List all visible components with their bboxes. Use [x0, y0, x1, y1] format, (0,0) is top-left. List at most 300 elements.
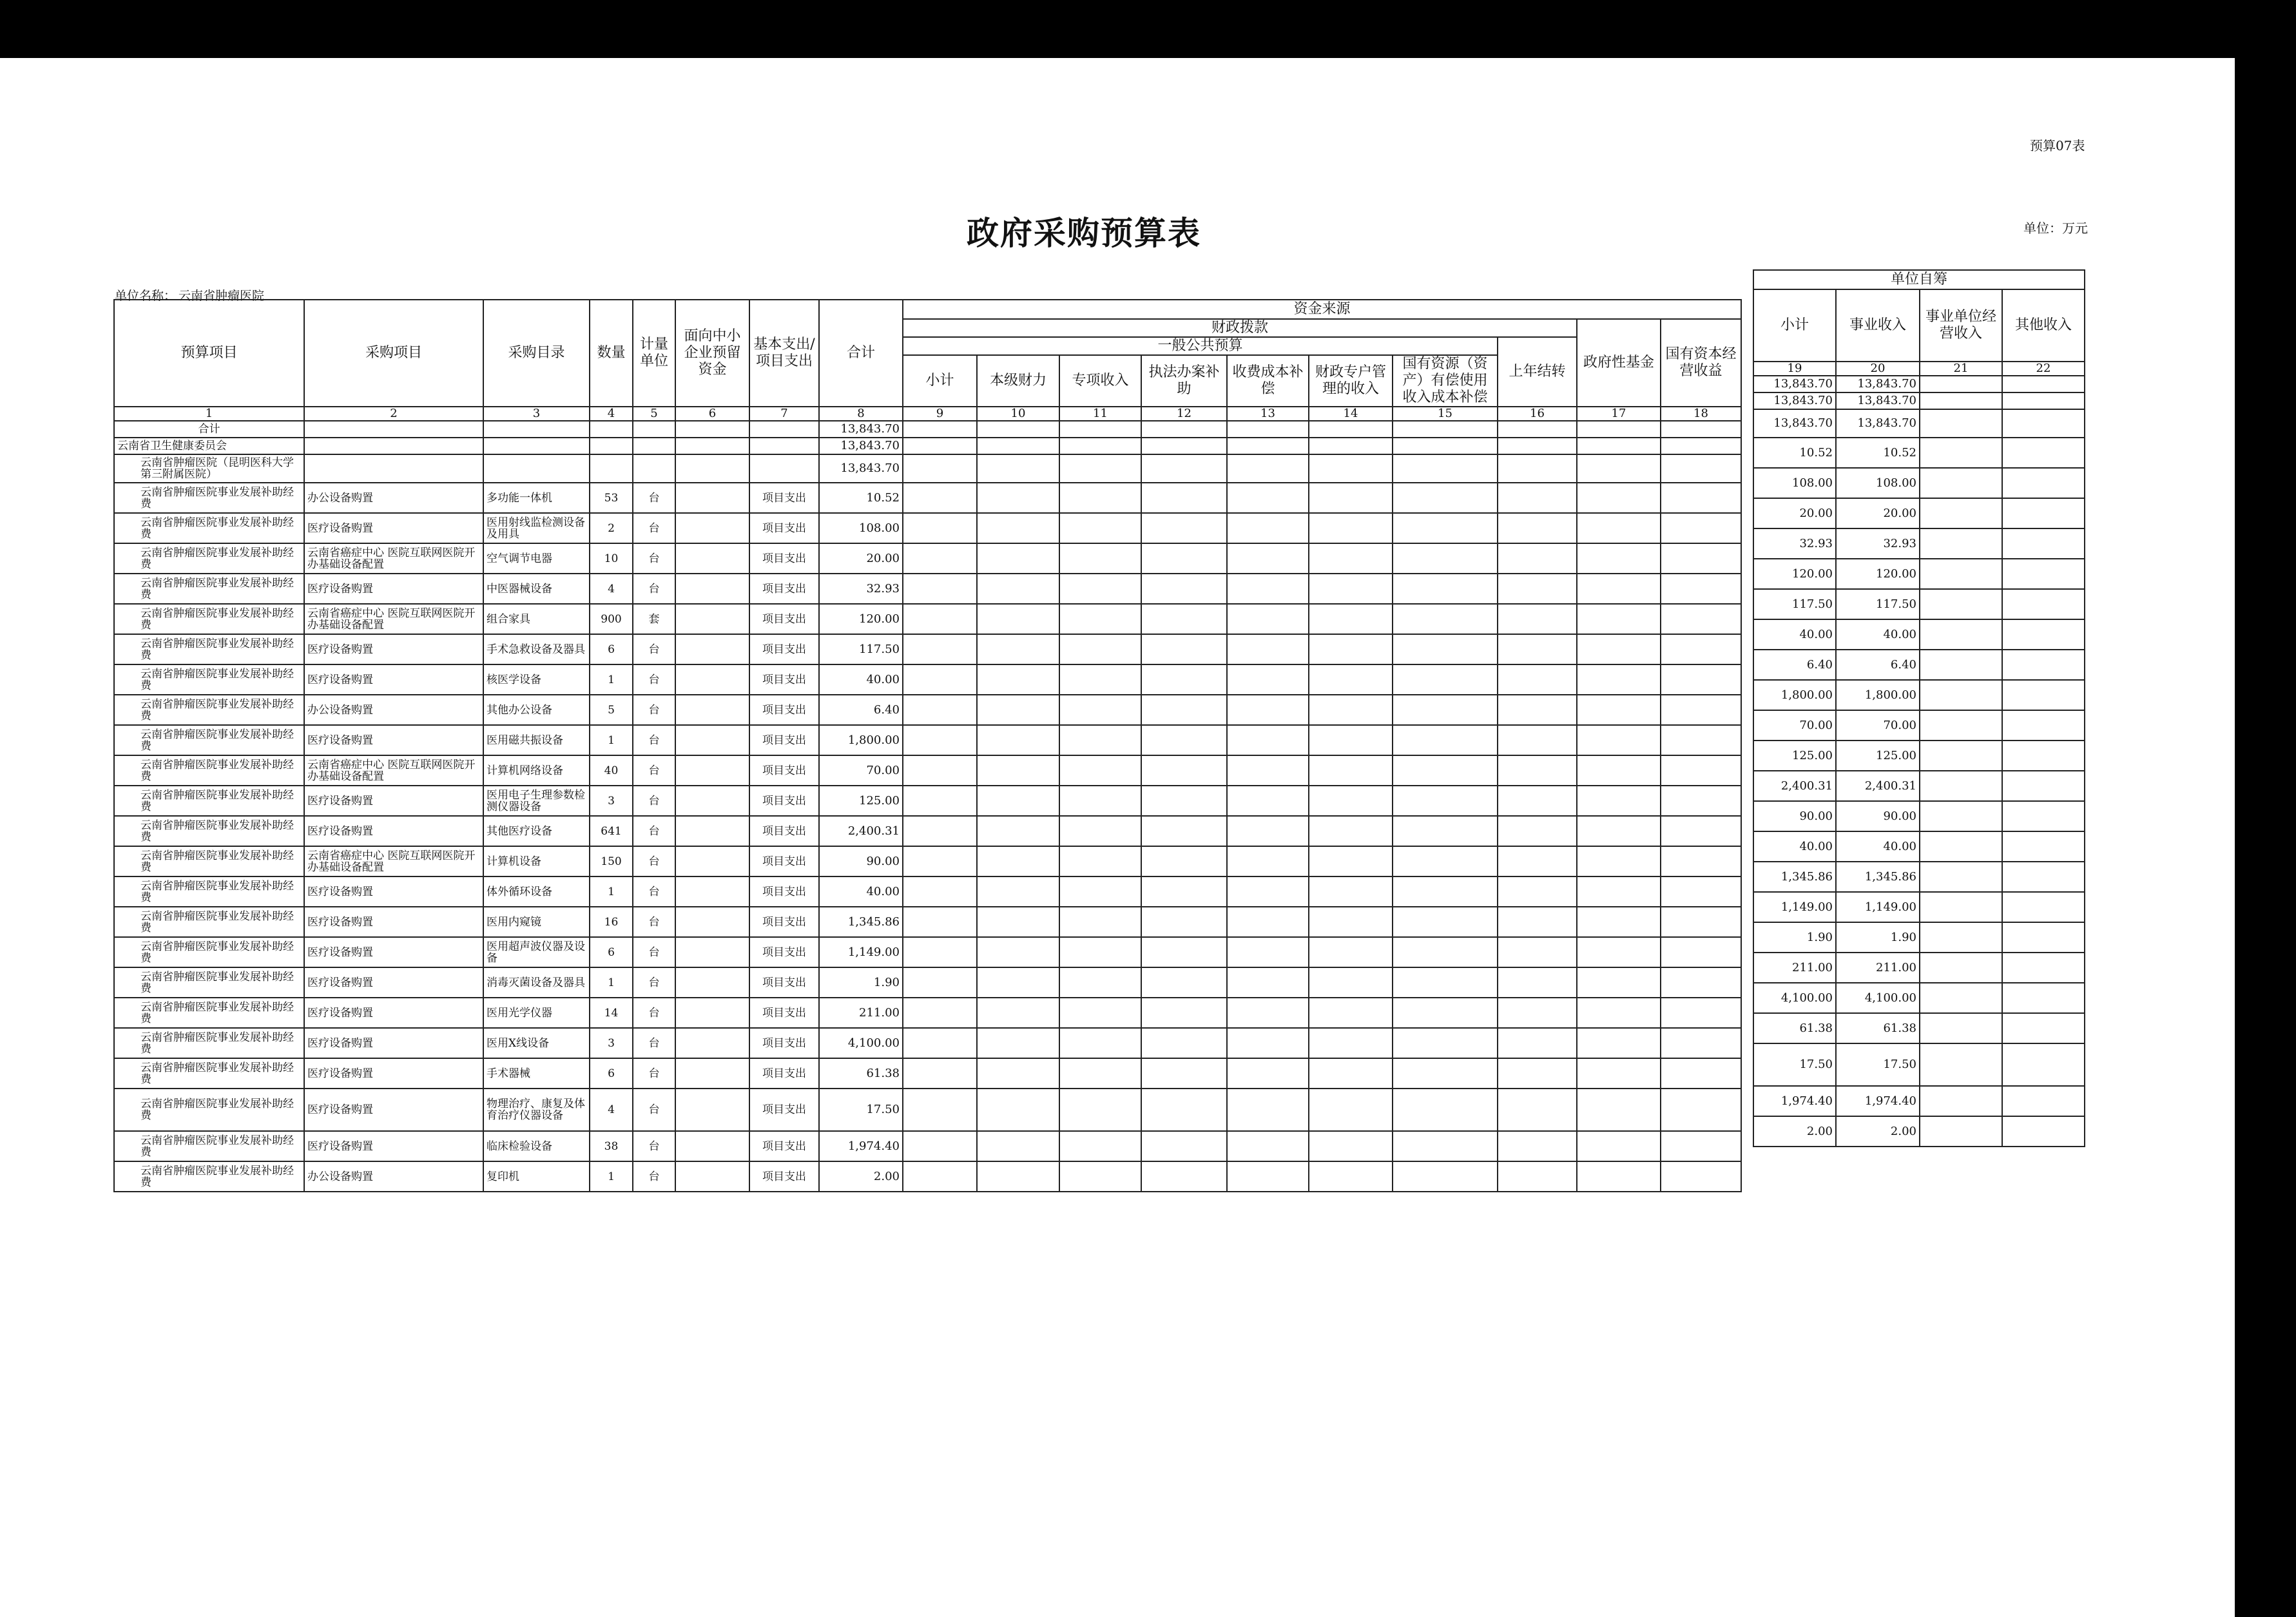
empty-cell	[1141, 998, 1227, 1028]
empty-cell	[1309, 1131, 1393, 1161]
empty-cell	[1309, 483, 1393, 513]
empty-cell	[1498, 543, 1577, 574]
header-self-subtotal: 小计	[1753, 289, 1836, 362]
empty-cell	[1227, 574, 1309, 604]
purchase-item-cell: 医疗设备购置	[304, 998, 483, 1028]
quantity-cell: 1	[590, 876, 633, 907]
empty-cell	[1141, 937, 1227, 967]
right-table-row	[1753, 892, 2085, 922]
empty-cell	[675, 438, 749, 454]
empty-cell	[1661, 574, 1741, 604]
sme-cell	[675, 483, 749, 513]
catalog-cell: 临床检验设备	[483, 1131, 590, 1161]
empty-cell	[1309, 998, 1393, 1028]
sme-cell	[675, 1161, 749, 1192]
empty-cell	[2002, 409, 2085, 438]
unit-label: 单位：万元	[2023, 220, 2088, 236]
empty-cell	[1059, 967, 1141, 998]
empty-cell	[1920, 1013, 2002, 1043]
empty-cell	[903, 907, 977, 937]
quantity-cell: 10	[590, 543, 633, 574]
empty-cell	[903, 454, 977, 483]
total-cell: 108.00	[819, 513, 903, 543]
empty-cell	[1227, 998, 1309, 1028]
quantity-cell: 14	[590, 998, 633, 1028]
expense-type-cell: 项目支出	[749, 634, 819, 664]
catalog-cell: 医用磁共振设备	[483, 725, 590, 755]
expense-type-cell: 项目支出	[749, 483, 819, 513]
sme-cell	[675, 725, 749, 755]
empty-cell	[1920, 862, 2002, 892]
sme-cell	[675, 876, 749, 907]
right-table-row	[1753, 741, 2085, 771]
summary-label: 云南省肿瘤医院（昆明医科大学第三附属医院）	[114, 454, 304, 483]
empty-cell	[1309, 513, 1393, 543]
right-table-row	[1753, 922, 2085, 953]
total-cell: 2,400.31	[819, 816, 903, 846]
empty-cell	[903, 967, 977, 998]
summary-business-income: 13,843.70	[1836, 376, 1920, 392]
empty-cell	[749, 438, 819, 454]
empty-cell	[903, 483, 977, 513]
empty-cell	[1393, 483, 1498, 513]
catalog-cell: 医用光学仪器	[483, 998, 590, 1028]
total-cell: 17.50	[819, 1089, 903, 1131]
empty-cell	[2002, 831, 2085, 862]
sme-cell	[675, 543, 749, 574]
purchase-item-cell: 医疗设备购置	[304, 725, 483, 755]
business-income-cell: 1,345.86	[1836, 862, 1920, 892]
unit-cell: 台	[633, 907, 675, 937]
column-number: 18	[1661, 407, 1741, 421]
catalog-cell: 中医器械设备	[483, 574, 590, 604]
quantity-cell: 5	[590, 695, 633, 725]
table-row	[114, 513, 1741, 543]
column-number: 2	[304, 407, 483, 421]
column-number-row	[114, 407, 1741, 421]
quantity-cell: 641	[590, 816, 633, 846]
table-row	[114, 574, 1741, 604]
header-other-income: 其他收入	[2002, 289, 2085, 362]
unit-cell: 台	[633, 664, 675, 695]
quantity-cell: 4	[590, 574, 633, 604]
header-fee-cost: 收费成本补偿	[1227, 355, 1309, 407]
total-cell: 1.90	[819, 967, 903, 998]
empty-cell	[1920, 619, 2002, 650]
empty-cell	[1498, 421, 1577, 438]
empty-cell	[1059, 454, 1141, 483]
total-cell: 117.50	[819, 634, 903, 664]
empty-cell	[1920, 801, 2002, 831]
empty-cell	[1141, 846, 1227, 876]
empty-cell	[2002, 1086, 2085, 1116]
empty-cell	[1577, 1131, 1661, 1161]
purchase-item-cell: 医疗设备购置	[304, 816, 483, 846]
empty-cell	[1920, 983, 2002, 1013]
empty-cell	[1920, 771, 2002, 801]
quantity-cell: 1	[590, 664, 633, 695]
quantity-cell: 3	[590, 1028, 633, 1058]
purchase-item-cell: 办公设备购置	[304, 695, 483, 725]
empty-cell	[977, 421, 1059, 438]
empty-cell	[1227, 1058, 1309, 1089]
empty-cell	[1920, 528, 2002, 559]
column-number: 4	[590, 407, 633, 421]
empty-cell	[1498, 1131, 1577, 1161]
empty-cell	[977, 1089, 1059, 1131]
header-carryover: 上年结转	[1498, 337, 1577, 407]
empty-cell	[1393, 695, 1498, 725]
budget-item-cell: 云南省肿瘤医院事业发展补助经费	[114, 634, 304, 664]
right-summary-row	[1753, 376, 2085, 392]
empty-cell	[1393, 1131, 1498, 1161]
empty-cell	[977, 937, 1059, 967]
empty-cell	[1920, 1086, 2002, 1116]
business-income-cell: 40.00	[1836, 831, 1920, 862]
empty-cell	[1661, 725, 1741, 755]
expense-type-cell: 项目支出	[749, 755, 819, 786]
empty-cell	[1309, 1161, 1393, 1192]
purchase-item-cell: 医疗设备购置	[304, 1089, 483, 1131]
empty-cell	[2002, 922, 2085, 953]
empty-cell	[1393, 421, 1498, 438]
unit-cell: 台	[633, 634, 675, 664]
empty-cell	[1920, 892, 2002, 922]
empty-cell	[1141, 755, 1227, 786]
empty-cell	[2002, 680, 2085, 710]
quantity-cell: 40	[590, 755, 633, 786]
column-number: 15	[1393, 407, 1498, 421]
empty-cell	[1498, 786, 1577, 816]
empty-cell	[1577, 755, 1661, 786]
quantity-cell: 38	[590, 1131, 633, 1161]
empty-cell	[1141, 454, 1227, 483]
total-cell: 61.38	[819, 1058, 903, 1089]
purchase-item-cell: 医疗设备购置	[304, 574, 483, 604]
right-table-row	[1753, 619, 2085, 650]
sme-cell	[675, 907, 749, 937]
budget-item-cell: 云南省肿瘤医院事业发展补助经费	[114, 755, 304, 786]
empty-cell	[1393, 846, 1498, 876]
form-code: 预算07表	[2030, 138, 2085, 153]
empty-cell	[977, 1131, 1059, 1161]
business-income-cell: 117.50	[1836, 589, 1920, 619]
empty-cell	[1661, 1089, 1741, 1131]
column-number: 22	[2002, 362, 2085, 376]
self-subtotal-cell: 61.38	[1753, 1013, 1836, 1043]
empty-cell	[977, 634, 1059, 664]
empty-cell	[977, 725, 1059, 755]
empty-cell	[1498, 483, 1577, 513]
empty-cell	[1661, 816, 1741, 846]
budget-item-cell: 云南省肿瘤医院事业发展补助经费	[114, 483, 304, 513]
table-row	[114, 1161, 1741, 1192]
empty-cell	[977, 574, 1059, 604]
org-label: 单位名称：	[115, 289, 177, 303]
quantity-cell: 16	[590, 907, 633, 937]
empty-cell	[1577, 513, 1661, 543]
right-header-row-2	[1753, 289, 2085, 362]
expense-type-cell: 项目支出	[749, 998, 819, 1028]
quantity-cell: 53	[590, 483, 633, 513]
self-subtotal-cell: 90.00	[1753, 801, 1836, 831]
empty-cell	[1577, 634, 1661, 664]
header-budget-item: 预算项目	[114, 300, 304, 407]
total-cell: 120.00	[819, 604, 903, 634]
table-row	[114, 634, 1741, 664]
empty-cell	[633, 438, 675, 454]
empty-cell	[1141, 1028, 1227, 1058]
empty-cell	[749, 454, 819, 483]
right-table-row	[1753, 862, 2085, 892]
empty-cell	[2002, 559, 2085, 589]
empty-cell	[903, 1058, 977, 1089]
total-cell: 20.00	[819, 543, 903, 574]
empty-cell	[1059, 725, 1141, 755]
business-income-cell: 90.00	[1836, 801, 1920, 831]
column-number: 14	[1309, 407, 1393, 421]
empty-cell	[903, 513, 977, 543]
purchase-item-cell: 医疗设备购置	[304, 1028, 483, 1058]
empty-cell	[1498, 513, 1577, 543]
empty-cell	[1393, 725, 1498, 755]
empty-cell	[1920, 953, 2002, 983]
empty-cell	[1661, 907, 1741, 937]
right-table-row	[1753, 1013, 2085, 1043]
empty-cell	[1309, 421, 1393, 438]
self-subtotal-cell: 4,100.00	[1753, 983, 1836, 1013]
empty-cell	[1141, 604, 1227, 634]
column-number: 6	[675, 407, 749, 421]
column-number: 7	[749, 407, 819, 421]
empty-cell	[1227, 967, 1309, 998]
self-subtotal-cell: 2,400.31	[1753, 771, 1836, 801]
table-row	[114, 664, 1741, 695]
table-row	[114, 907, 1741, 937]
empty-cell	[2002, 953, 2085, 983]
purchase-item-cell: 医疗设备购置	[304, 513, 483, 543]
self-subtotal-cell: 17.50	[1753, 1043, 1836, 1086]
expense-type-cell: 项目支出	[749, 846, 819, 876]
catalog-cell: 消毒灭菌设备及器具	[483, 967, 590, 998]
empty-cell	[1309, 695, 1393, 725]
empty-cell	[1227, 786, 1309, 816]
empty-cell	[1577, 604, 1661, 634]
purchase-item-cell: 医疗设备购置	[304, 786, 483, 816]
empty-cell	[1498, 574, 1577, 604]
expense-type-cell: 项目支出	[749, 937, 819, 967]
empty-cell	[1141, 816, 1227, 846]
header-self-raised: 单位自筹	[1753, 270, 2085, 289]
empty-cell	[1059, 876, 1141, 907]
left-table	[113, 299, 1742, 1192]
column-number: 8	[819, 407, 903, 421]
empty-cell	[2002, 892, 2085, 922]
empty-cell	[1577, 725, 1661, 755]
quantity-cell: 1	[590, 1161, 633, 1192]
self-subtotal-cell: 108.00	[1753, 468, 1836, 498]
table-row	[114, 755, 1741, 786]
right-summary-row	[1753, 392, 2085, 409]
empty-cell	[2002, 528, 2085, 559]
empty-cell	[1498, 816, 1577, 846]
expense-type-cell: 项目支出	[749, 876, 819, 907]
empty-cell	[977, 998, 1059, 1028]
org-name: 云南省肿瘤医院	[178, 289, 265, 303]
total-cell: 70.00	[819, 755, 903, 786]
empty-cell	[903, 438, 977, 454]
empty-cell	[1393, 574, 1498, 604]
header-quantity: 数量	[590, 300, 633, 407]
empty-cell	[590, 421, 633, 438]
empty-cell	[1227, 421, 1309, 438]
empty-cell	[977, 438, 1059, 454]
empty-cell	[977, 695, 1059, 725]
empty-cell	[1920, 831, 2002, 862]
unit-cell: 台	[633, 967, 675, 998]
empty-cell	[903, 574, 977, 604]
budget-item-cell: 云南省肿瘤医院事业发展补助经费	[114, 1028, 304, 1058]
right-column-number-row	[1753, 362, 2085, 376]
empty-cell	[1577, 876, 1661, 907]
empty-cell	[1227, 634, 1309, 664]
empty-cell	[903, 634, 977, 664]
right-table-row	[1753, 710, 2085, 741]
empty-cell	[1309, 543, 1393, 574]
right-table-row	[1753, 801, 2085, 831]
business-income-cell: 17.50	[1836, 1043, 1920, 1086]
empty-cell	[1393, 543, 1498, 574]
expense-type-cell: 项目支出	[749, 574, 819, 604]
sme-cell	[675, 664, 749, 695]
quantity-cell: 150	[590, 846, 633, 876]
summary-label: 合计	[114, 421, 304, 438]
empty-cell	[1661, 846, 1741, 876]
purchase-item-cell: 医疗设备购置	[304, 907, 483, 937]
empty-cell	[1920, 392, 2002, 409]
empty-cell	[1059, 846, 1141, 876]
expense-type-cell: 项目支出	[749, 1131, 819, 1161]
empty-cell	[1141, 1058, 1227, 1089]
empty-cell	[903, 421, 977, 438]
empty-cell	[2002, 983, 2085, 1013]
empty-cell	[304, 454, 483, 483]
total-cell: 2.00	[819, 1161, 903, 1192]
total-cell: 1,800.00	[819, 725, 903, 755]
empty-cell	[1498, 695, 1577, 725]
self-subtotal-cell: 1,345.86	[1753, 862, 1836, 892]
header-own-fiscal: 本级财力	[977, 355, 1059, 407]
empty-cell	[1661, 967, 1741, 998]
empty-cell	[1227, 483, 1309, 513]
business-income-cell: 120.00	[1836, 559, 1920, 589]
column-number: 3	[483, 407, 590, 421]
column-number: 17	[1577, 407, 1661, 421]
empty-cell	[2002, 589, 2085, 619]
catalog-cell: 医用电子生理参数检测仪器设备	[483, 786, 590, 816]
empty-cell	[1661, 454, 1741, 483]
right-table-row	[1753, 528, 2085, 559]
empty-cell	[1393, 1161, 1498, 1192]
scan-border-right	[2235, 0, 2296, 1617]
sme-cell	[675, 1089, 749, 1131]
empty-cell	[1141, 634, 1227, 664]
purchase-item-cell: 医疗设备购置	[304, 1131, 483, 1161]
empty-cell	[1577, 695, 1661, 725]
unit-cell: 台	[633, 998, 675, 1028]
empty-cell	[1920, 650, 2002, 680]
empty-cell	[2002, 376, 2085, 392]
catalog-cell: 多功能一体机	[483, 483, 590, 513]
quantity-cell: 6	[590, 634, 633, 664]
empty-cell	[1661, 755, 1741, 786]
empty-cell	[977, 755, 1059, 786]
empty-cell	[1059, 438, 1141, 454]
empty-cell	[903, 786, 977, 816]
self-subtotal-cell: 70.00	[1753, 710, 1836, 741]
total-cell: 90.00	[819, 846, 903, 876]
budget-item-cell: 云南省肿瘤医院事业发展补助经费	[114, 937, 304, 967]
empty-cell	[304, 421, 483, 438]
total-cell: 10.52	[819, 483, 903, 513]
unit-cell: 台	[633, 695, 675, 725]
empty-cell	[1309, 755, 1393, 786]
empty-cell	[1498, 634, 1577, 664]
empty-cell	[1309, 876, 1393, 907]
empty-cell	[1661, 513, 1741, 543]
header-subtotal: 小计	[903, 355, 977, 407]
self-subtotal-cell: 211.00	[1753, 953, 1836, 983]
empty-cell	[1309, 846, 1393, 876]
business-income-cell: 1,974.40	[1836, 1086, 1920, 1116]
self-subtotal-cell: 40.00	[1753, 619, 1836, 650]
sme-cell	[675, 967, 749, 998]
empty-cell	[1141, 513, 1227, 543]
empty-cell	[2002, 468, 2085, 498]
purchase-item-cell: 办公设备购置	[304, 1161, 483, 1192]
unit-cell: 套	[633, 604, 675, 634]
budget-item-cell: 云南省肿瘤医院事业发展补助经费	[114, 1161, 304, 1192]
empty-cell	[1227, 755, 1309, 786]
empty-cell	[2002, 801, 2085, 831]
empty-cell	[2002, 1043, 2085, 1086]
budget-item-cell: 云南省肿瘤医院事业发展补助经费	[114, 998, 304, 1028]
sme-cell	[675, 604, 749, 634]
empty-cell	[1498, 755, 1577, 786]
empty-cell	[977, 513, 1059, 543]
empty-cell	[1059, 604, 1141, 634]
budget-item-cell: 云南省肿瘤医院事业发展补助经费	[114, 1131, 304, 1161]
empty-cell	[1661, 876, 1741, 907]
empty-cell	[1309, 725, 1393, 755]
empty-cell	[304, 438, 483, 454]
header-purchase-catalog: 采购目录	[483, 300, 590, 407]
budget-item-cell: 云南省肿瘤医院事业发展补助经费	[114, 543, 304, 574]
empty-cell	[483, 438, 590, 454]
empty-cell	[1059, 634, 1141, 664]
empty-cell	[903, 604, 977, 634]
empty-cell	[590, 454, 633, 483]
business-income-cell: 2.00	[1836, 1116, 1920, 1147]
empty-cell	[1393, 907, 1498, 937]
empty-cell	[1059, 1161, 1141, 1192]
empty-cell	[1309, 574, 1393, 604]
budget-item-cell: 云南省肿瘤医院事业发展补助经费	[114, 664, 304, 695]
empty-cell	[1227, 513, 1309, 543]
quantity-cell: 900	[590, 604, 633, 634]
empty-cell	[1920, 559, 2002, 589]
empty-cell	[483, 454, 590, 483]
